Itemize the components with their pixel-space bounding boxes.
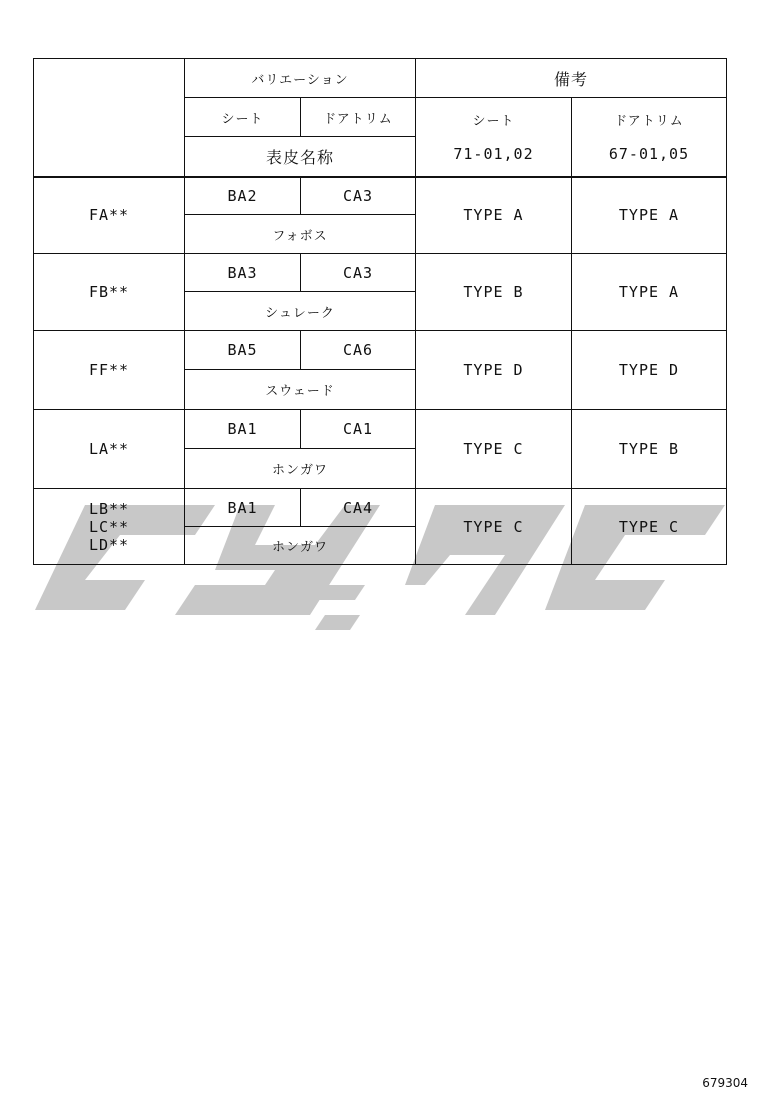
seat-code-cell: BA1 xyxy=(185,410,301,449)
header-empty-cell xyxy=(34,59,185,177)
material-cell: ホンガワ xyxy=(185,527,416,565)
watermark-dash xyxy=(300,585,365,600)
page-code: 679304 xyxy=(702,1076,748,1090)
model-cell: LA** xyxy=(34,410,185,489)
header-door-trim: ドアトリム xyxy=(301,98,416,137)
model-cell: FA** xyxy=(34,177,185,254)
door-type-cell: TYPE B xyxy=(572,410,727,489)
seat-type-cell: TYPE B xyxy=(416,254,572,331)
seat-type-cell: TYPE D xyxy=(416,331,572,410)
door-code-cell: CA3 xyxy=(301,254,416,292)
door-type-cell: TYPE A xyxy=(572,254,727,331)
seat-code-cell: BA3 xyxy=(185,254,301,292)
header-remarks: 備考 xyxy=(416,59,727,98)
header-variation: バリエーション xyxy=(185,59,416,98)
model-cell: FF** xyxy=(34,331,185,410)
material-cell: スウェード xyxy=(185,370,416,410)
door-type-cell: TYPE C xyxy=(572,489,727,565)
seat-code-cell: BA5 xyxy=(185,331,301,370)
watermark-dash2 xyxy=(315,615,360,630)
seat-code-cell: BA2 xyxy=(185,177,301,215)
header-remarks-door xyxy=(572,98,727,177)
header-remarks-seat xyxy=(416,98,572,177)
seat-code-cell: BA1 xyxy=(185,489,301,527)
header-remarks-door-code: 67-01,05 xyxy=(608,145,690,164)
door-code-cell: CA3 xyxy=(301,177,416,215)
header-remarks-door-label: ドアトリム xyxy=(614,114,684,130)
seat-type-cell: TYPE C xyxy=(416,410,572,489)
model-line: LB** xyxy=(88,499,130,518)
model-line: LC** xyxy=(88,517,130,536)
seat-type-cell: TYPE C xyxy=(416,489,572,565)
header-remarks-seat-code: 71-01,02 xyxy=(453,145,534,164)
material-cell: ホンガワ xyxy=(185,449,416,489)
header-seat: シート xyxy=(185,98,301,137)
model-cell: FB** xyxy=(34,254,185,331)
variation-table xyxy=(33,58,727,565)
door-type-cell: TYPE A xyxy=(572,177,727,254)
header-material-name: 表皮名称 xyxy=(185,137,416,177)
door-code-cell: CA6 xyxy=(301,331,416,370)
door-code-cell: CA4 xyxy=(301,489,416,527)
door-type-cell: TYPE D xyxy=(572,331,727,410)
model-cell-multi xyxy=(34,489,185,565)
model-line: LD** xyxy=(88,535,130,554)
header-remarks-seat-label: シート xyxy=(472,114,515,130)
door-code-cell: CA1 xyxy=(301,410,416,449)
seat-type-cell: TYPE A xyxy=(416,177,572,254)
material-cell: フォボス xyxy=(185,215,416,254)
material-cell: シュレーク xyxy=(185,292,416,331)
